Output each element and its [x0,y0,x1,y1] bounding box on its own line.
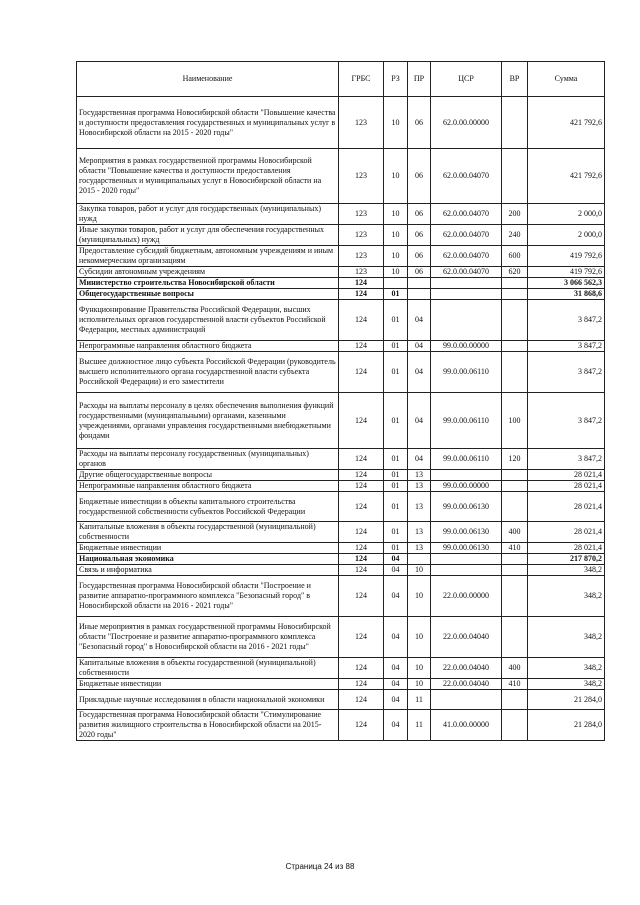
cell-grbs: 123 [339,97,384,149]
table-row [77,679,605,690]
cell-pr: 13 [408,492,431,522]
cell-grbs: 124 [339,300,384,341]
cell-vr: 620 [502,267,528,278]
table-row [77,470,605,481]
cell-csr [431,289,502,300]
cell-pr: 10 [408,576,431,617]
cell-csr: 62.0.00.04070 [431,267,502,278]
cell-csr: 22.0.00.04040 [431,658,502,679]
cell-grbs: 124 [339,289,384,300]
cell-name: Капитальные вложения в объекты государственной (муниципальной) собственности [77,522,339,543]
table-row [77,352,605,393]
cell-name: Мероприятия в рамках государственной программы Новосибирской области "Повышение качества и доступности предоставления государственных и муниципальных услуг в Новосибирской области на 2015 - 2020 годы" [77,149,339,204]
cell-rz: 01 [384,393,408,449]
cell-rz: 01 [384,522,408,543]
cell-grbs: 124 [339,352,384,393]
cell-name: Капитальные вложения в объекты государственной (муниципальной) собственности [77,658,339,679]
cell-pr: 06 [408,149,431,204]
cell-pr: 13 [408,522,431,543]
table-row [77,543,605,554]
cell-vr [502,149,528,204]
cell-csr: 62.0.00.04070 [431,149,502,204]
cell-sum: 3 066 562,3 [528,278,605,289]
cell-rz: 10 [384,225,408,246]
cell-name: Государственная программа Новосибирской области "Стимулирование развития жилищного строительства в Новосибирской области на 2015-2020 годы" [77,710,339,741]
cell-pr: 13 [408,481,431,492]
cell-vr [502,289,528,300]
cell-grbs: 124 [339,393,384,449]
cell-csr: 22.0.00.04040 [431,617,502,658]
cell-pr: 11 [408,690,431,710]
table-row [77,300,605,341]
cell-grbs: 123 [339,204,384,225]
cell-vr: 240 [502,225,528,246]
cell-vr [502,492,528,522]
cell-pr: 04 [408,300,431,341]
cell-name: Прикладные научные исследования в области национальной экономики [77,690,339,710]
cell-name: Расходы на выплаты персоналу государственных (муниципальных) органов [77,449,339,470]
cell-vr: 410 [502,543,528,554]
cell-vr: 400 [502,522,528,543]
cell-vr: 410 [502,679,528,690]
cell-vr [502,565,528,576]
cell-pr: 06 [408,225,431,246]
cell-name: Бюджетные инвестиции в объекты капитального строительства государственной собственности субъектов Российской Федерации [77,492,339,522]
cell-pr: 10 [408,658,431,679]
cell-sum: 21 284,0 [528,710,605,741]
cell-rz: 04 [384,710,408,741]
cell-grbs: 124 [339,522,384,543]
table-row [77,690,605,710]
cell-rz: 01 [384,449,408,470]
cell-sum: 419 792,6 [528,267,605,278]
table-row [77,658,605,679]
cell-grbs: 124 [339,449,384,470]
cell-csr: 99.0.00.00000 [431,481,502,492]
cell-grbs: 124 [339,341,384,352]
cell-vr [502,300,528,341]
cell-vr [502,710,528,741]
cell-sum: 348,2 [528,576,605,617]
cell-pr: 10 [408,679,431,690]
cell-grbs: 124 [339,470,384,481]
cell-vr: 100 [502,393,528,449]
cell-sum: 421 792,6 [528,97,605,149]
cell-csr [431,300,502,341]
cell-rz: 04 [384,679,408,690]
table-row [77,246,605,267]
cell-grbs: 123 [339,267,384,278]
cell-sum: 3 847,2 [528,352,605,393]
cell-sum: 28 021,4 [528,470,605,481]
cell-sum: 421 792,6 [528,149,605,204]
cell-rz: 01 [384,341,408,352]
cell-pr [408,554,431,565]
table-row [77,576,605,617]
cell-vr: 400 [502,658,528,679]
cell-csr: 99.0.00.06110 [431,393,502,449]
cell-pr: 13 [408,543,431,554]
table-row [77,565,605,576]
table-row [77,393,605,449]
cell-sum: 28 021,4 [528,543,605,554]
cell-rz: 01 [384,300,408,341]
cell-rz: 04 [384,617,408,658]
cell-csr [431,278,502,289]
cell-sum: 21 284,0 [528,690,605,710]
cell-name: Общегосударственные вопросы [77,289,339,300]
table-row [77,492,605,522]
cell-vr [502,617,528,658]
cell-rz: 10 [384,149,408,204]
header-name: Наименование [77,62,339,97]
table-row [77,289,605,300]
cell-csr: 62.0.00.04070 [431,204,502,225]
cell-name: Национальная экономика [77,554,339,565]
cell-csr [431,470,502,481]
cell-name: Предоставление субсидий бюджетным, автономным учреждениям и иным некоммерческим организациям [77,246,339,267]
table-row [77,204,605,225]
cell-rz: 10 [384,204,408,225]
cell-grbs: 124 [339,543,384,554]
cell-name: Связь и информатика [77,565,339,576]
header-sum: Сумма [528,62,605,97]
cell-grbs: 124 [339,278,384,289]
cell-name: Высшее должностное лицо субъекта Российской Федерации (руководитель высшего исполнительного органа государственной власти субъекта Российской Федерации) и его заместители [77,352,339,393]
cell-rz: 04 [384,576,408,617]
cell-grbs: 123 [339,246,384,267]
cell-rz: 04 [384,690,408,710]
cell-rz: 04 [384,658,408,679]
cell-rz: 01 [384,289,408,300]
cell-csr: 99.0.00.06130 [431,492,502,522]
cell-grbs: 124 [339,690,384,710]
cell-pr: 04 [408,393,431,449]
cell-pr: 04 [408,352,431,393]
cell-pr: 04 [408,341,431,352]
table-row [77,278,605,289]
cell-sum: 348,2 [528,679,605,690]
cell-vr: 600 [502,246,528,267]
cell-grbs: 124 [339,492,384,522]
cell-csr: 99.0.00.06130 [431,522,502,543]
cell-rz: 10 [384,267,408,278]
cell-grbs: 124 [339,481,384,492]
cell-sum: 2 000,0 [528,225,605,246]
cell-vr [502,278,528,289]
cell-pr: 06 [408,97,431,149]
cell-csr: 62.0.00.04070 [431,246,502,267]
cell-vr [502,690,528,710]
cell-name: Непрограммные направления областного бюджета [77,481,339,492]
cell-vr: 200 [502,204,528,225]
cell-sum: 3 847,2 [528,393,605,449]
cell-vr [502,470,528,481]
cell-pr: 10 [408,565,431,576]
cell-vr [502,97,528,149]
cell-sum: 348,2 [528,658,605,679]
cell-pr: 04 [408,449,431,470]
cell-pr: 11 [408,710,431,741]
cell-csr: 22.0.00.04040 [431,679,502,690]
cell-sum: 28 021,4 [528,522,605,543]
table-row [77,341,605,352]
header-grbs: ГРБС [339,62,384,97]
cell-pr: 06 [408,267,431,278]
cell-pr [408,278,431,289]
cell-name: Непрограммные направления областного бюджета [77,341,339,352]
header-rz: РЗ [384,62,408,97]
cell-pr: 13 [408,470,431,481]
cell-rz: 10 [384,246,408,267]
table-body [77,97,605,741]
cell-name: Субсидии автономным учреждениям [77,267,339,278]
cell-vr [502,481,528,492]
table-row [77,449,605,470]
table-row [77,617,605,658]
table-row [77,710,605,741]
cell-sum: 28 021,4 [528,492,605,522]
cell-csr: 62.0.00.00000 [431,97,502,149]
cell-name: Функционирование Правительства Российской Федерации, высших исполнительных органов государственной власти субъектов Российской Федерации, местных администраций [77,300,339,341]
budget-table [76,61,605,741]
cell-name: Министерство строительства Новосибирской области [77,278,339,289]
cell-sum: 348,2 [528,565,605,576]
cell-sum: 419 792,6 [528,246,605,267]
cell-rz: 01 [384,492,408,522]
cell-grbs: 124 [339,710,384,741]
cell-vr [502,352,528,393]
cell-csr: 62.0.00.04070 [431,225,502,246]
table-row [77,149,605,204]
cell-csr: 41.0.00.00000 [431,710,502,741]
cell-csr: 99.0.00.06130 [431,543,502,554]
cell-vr [502,554,528,565]
cell-csr: 99.0.00.06110 [431,449,502,470]
cell-grbs: 124 [339,617,384,658]
cell-name: Иные мероприятия в рамках государственной программы Новосибирской области "Построение и развитие аппаратно-программного комплекса "Безопасный город" в Новосибирской области на 2016 - 2021 годы" [77,617,339,658]
cell-rz: 01 [384,470,408,481]
cell-rz: 04 [384,565,408,576]
cell-vr: 120 [502,449,528,470]
cell-vr [502,341,528,352]
cell-name: Бюджетные инвестиции [77,543,339,554]
table-row [77,481,605,492]
cell-name: Бюджетные инвестиции [77,679,339,690]
table-header-row [77,62,605,97]
header-csr: ЦСР [431,62,502,97]
cell-sum: 217 870,2 [528,554,605,565]
cell-rz: 01 [384,543,408,554]
cell-grbs: 124 [339,658,384,679]
cell-name: Государственная программа Новосибирской области "Построение и развитие аппаратно-программного комплекса "Безопасный город" в Новосибирской области на 2016 - 2021 годы" [77,576,339,617]
cell-grbs: 123 [339,149,384,204]
cell-rz: 01 [384,481,408,492]
cell-pr: 06 [408,246,431,267]
cell-sum: 2 000,0 [528,204,605,225]
cell-rz [384,278,408,289]
cell-grbs: 123 [339,225,384,246]
cell-sum: 3 847,2 [528,300,605,341]
table-row [77,267,605,278]
cell-vr [502,576,528,617]
cell-name: Иные закупки товаров, работ и услуг для обеспечения государственных (муниципальных) нужд [77,225,339,246]
cell-sum: 348,2 [528,617,605,658]
cell-sum: 28 021,4 [528,481,605,492]
cell-sum: 3 847,2 [528,449,605,470]
cell-sum: 3 847,2 [528,341,605,352]
table-row [77,554,605,565]
cell-pr [408,289,431,300]
cell-grbs: 124 [339,554,384,565]
cell-csr [431,554,502,565]
cell-name: Другие общегосударственные вопросы [77,470,339,481]
table-row [77,522,605,543]
cell-name: Государственная программа Новосибирской области "Повышение качества и доступности предоставления государственных и муниципальных услуг в Новосибирской области на 2015 - 2020 годы" [77,97,339,149]
cell-grbs: 124 [339,679,384,690]
cell-pr: 06 [408,204,431,225]
cell-name: Расходы на выплаты персоналу в целях обеспечения выполнения функций государственными (муниципальными) органами, казенными учреждениями, органами управления государственными внебюджетными фондами [77,393,339,449]
cell-rz: 10 [384,97,408,149]
cell-grbs: 124 [339,565,384,576]
cell-pr: 10 [408,617,431,658]
cell-csr: 99.0.00.00000 [431,341,502,352]
cell-csr [431,565,502,576]
page-number: Страница 24 из 88 [285,862,355,871]
cell-rz: 01 [384,352,408,393]
cell-csr: 99.0.00.06110 [431,352,502,393]
table-row [77,225,605,246]
table-row [77,97,605,149]
cell-name: Закупка товаров, работ и услуг для государственных (муниципальных) нужд [77,204,339,225]
cell-csr [431,690,502,710]
header-vr: ВР [502,62,528,97]
header-pr: ПР [408,62,431,97]
cell-rz: 04 [384,554,408,565]
cell-grbs: 124 [339,576,384,617]
cell-sum: 31 868,6 [528,289,605,300]
cell-csr: 22.0.00.00000 [431,576,502,617]
